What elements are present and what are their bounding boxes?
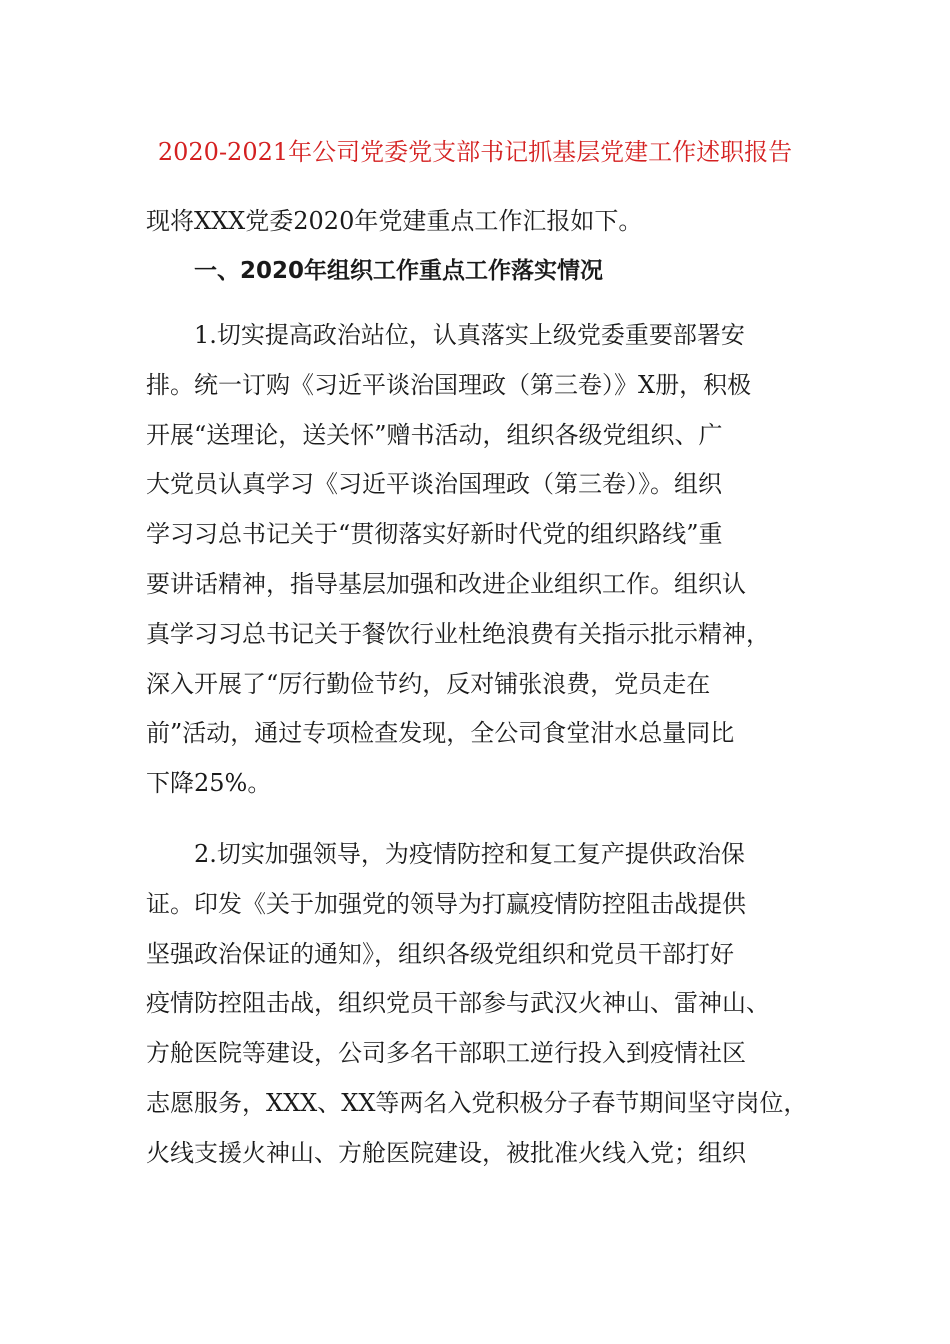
paragraph-line: 火线支援火神山、方舱医院建设，被批准火线入党；组织 bbox=[146, 1138, 746, 1167]
paragraph-line: 深入开展了“厉行勤俭节约，反对铺张浪费，党员走在 bbox=[146, 669, 711, 698]
document-title: 2020-2021年公司党委党支部书记抓基层党建工作述职报告 bbox=[157, 138, 793, 166]
paragraph-line: 排。统一订购《习近平谈治国理政（第三卷）》X册，积极 bbox=[146, 370, 752, 399]
paragraph-1 bbox=[146, 311, 826, 809]
paragraph-line: 志愿服务，XXX、XX等两名入党积极分子春节期间坚守岗位， bbox=[146, 1088, 808, 1117]
section-heading: 一、2020年组织工作重点工作落实情况 bbox=[194, 258, 604, 284]
paragraph-line: 大党员认真学习《习近平谈治国理政（第三卷）》。组织 bbox=[146, 470, 722, 499]
paragraph-2 bbox=[146, 830, 826, 1179]
paragraph-line: 开展“送理论，送关怀”赠书活动，组织各级党组织、广 bbox=[146, 420, 723, 449]
paragraph-line: 下降25%。 bbox=[146, 769, 272, 798]
paragraph-line: 要讲话精神，指导基层加强和改进企业组织工作。组织认 bbox=[146, 569, 746, 598]
paragraph-line: 方舱医院等建设，公司多名干部职工逆行投入到疫情社区 bbox=[146, 1039, 746, 1068]
paragraph-line: 学习习总书记关于“贯彻落实好新时代党的组织路线”重 bbox=[146, 520, 723, 549]
paragraph-line: 1.切实提高政治站位，认真落实上级党委重要部署安 bbox=[194, 321, 745, 349]
paragraph-line: 证。印发《关于加强党的领导为打赢疫情防控阻击战提供 bbox=[146, 889, 746, 918]
paragraph-line: 前”活动，通过专项检查发现，全公司食堂泔水总量同比 bbox=[146, 719, 735, 748]
paragraph-line: 疫情防控阻击战，组织党员干部参与武汉火神山、雷神山、 bbox=[146, 989, 770, 1018]
paragraph-line: 真学习习总书记关于餐饮行业杜绝浪费有关指示批示精神， bbox=[146, 619, 770, 648]
intro-paragraph: 现将XXX党委2020年党建重点工作汇报如下。 bbox=[146, 207, 643, 235]
paragraph-line: 2.切实加强领导，为疫情防控和复工复产提供政治保 bbox=[194, 840, 745, 868]
paragraph-line: 坚强政治保证的通知》，组织各级党组织和党员干部打好 bbox=[146, 939, 734, 968]
